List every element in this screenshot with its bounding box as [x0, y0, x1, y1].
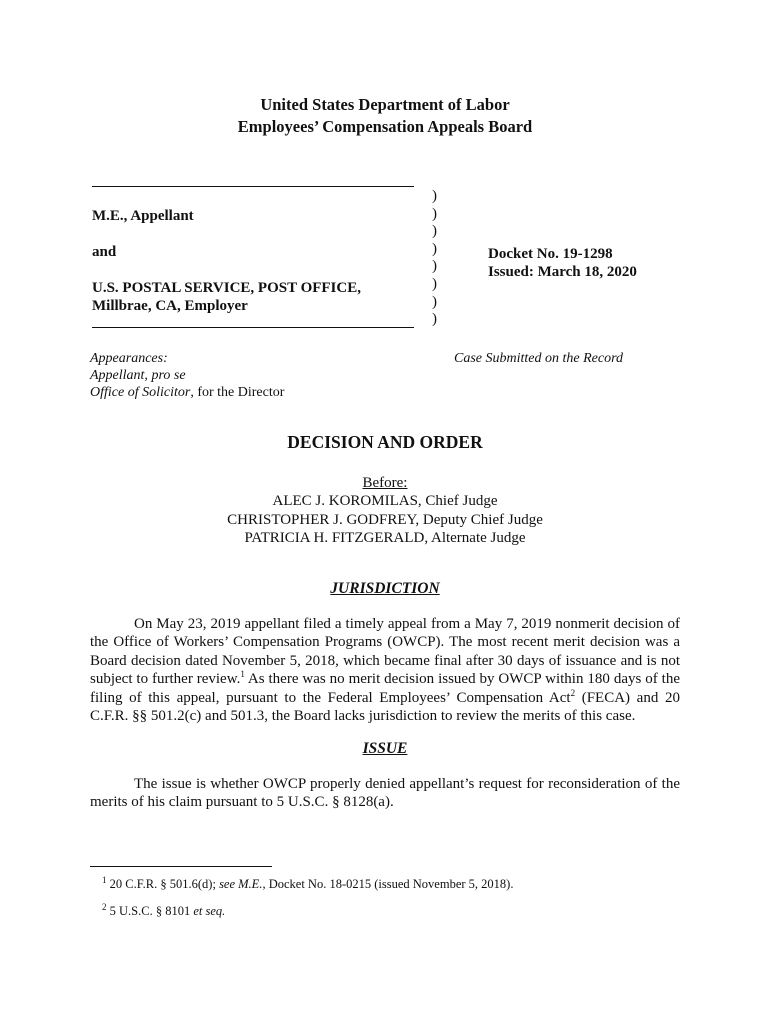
caption-bottom-rule [92, 327, 414, 328]
footnote-2: $^2$ 5 U.S.C. § 8101 et seq. [102, 901, 226, 918]
judge-3: PATRICIA H. FITZGERALD, Alternate Judge [244, 530, 526, 547]
docket-number: Docket No. 19-1298 [488, 246, 613, 262]
caption-and: and [92, 244, 117, 260]
issued-date: Issued: March 18, 2020 [488, 264, 637, 280]
issue-heading: ISSUE [362, 740, 408, 757]
board-name: Employees’ Compensation Appeals Board [237, 117, 533, 136]
panel [0, 474, 770, 548]
appellant-name: M.E., Appellant [92, 208, 194, 224]
appearances-label: Appearances: [90, 351, 168, 366]
judge-2: CHRISTOPHER J. GODFREY, Deputy Chief Judge [227, 511, 543, 528]
case-status: Case Submitted on the Record [454, 351, 624, 366]
agency-name: United States Department of Labor [260, 95, 510, 114]
judge-1: ALEC J. KOROMILAS, Chief Judge [272, 493, 498, 510]
issue-paragraph: The issue is whether OWCP properly denied appellant’s request for reconsideration of the merits of his claim pursuant to 5 U.S.C. § 8128(a). [90, 776, 680, 811]
before-label: Before: [362, 475, 408, 491]
footnote-1: $^1$ 20 C.F.R. § 501.6(d); see M.E., Docket No. 18-0215 (issued November 5, 2018). [102, 874, 514, 891]
caption-top-rule [92, 186, 414, 187]
solicitor-appearance: Office of Solicitor, for the Director [90, 385, 285, 400]
footnote-ref-2[interactable]: 2 [570, 687, 576, 698]
footnote-rule [90, 866, 272, 867]
footnote-ref-1[interactable]: 1 [240, 669, 245, 680]
jurisdiction-heading: JURISDICTION [330, 580, 440, 597]
appellant-appearance: Appellant, pro se [90, 368, 186, 383]
caption-parentheses: ) ) ) ) ) ) ) ) [432, 188, 437, 328]
jurisdiction-paragraph: On May 23, 2019 appellant filed a timely appeal from a May 7, 2019 nonmerit decision of the Office of Workers’ Compensation Programs (OWCP). The most recent merit decision was a Board decision dated November 5, 2018, which became final after 30 days of issuance and is not subject to further review.$^1$ As there was no merit decision issued by OWCP within 180 days of the filing of this appeal, pursuant to the Federal Employees’ Compensation Act$^2$ (FECA) and 20 C.F.R. §§ 501.2(c) and 501.3, the Board lacks jurisdiction to review the merits of this case. [90, 616, 680, 725]
employer-line-1: U.S. POSTAL SERVICE, POST OFFICE, [92, 280, 361, 296]
employer-line-2: Millbrae, CA, Employer [92, 298, 248, 314]
decision-title: DECISION AND ORDER [287, 432, 483, 452]
